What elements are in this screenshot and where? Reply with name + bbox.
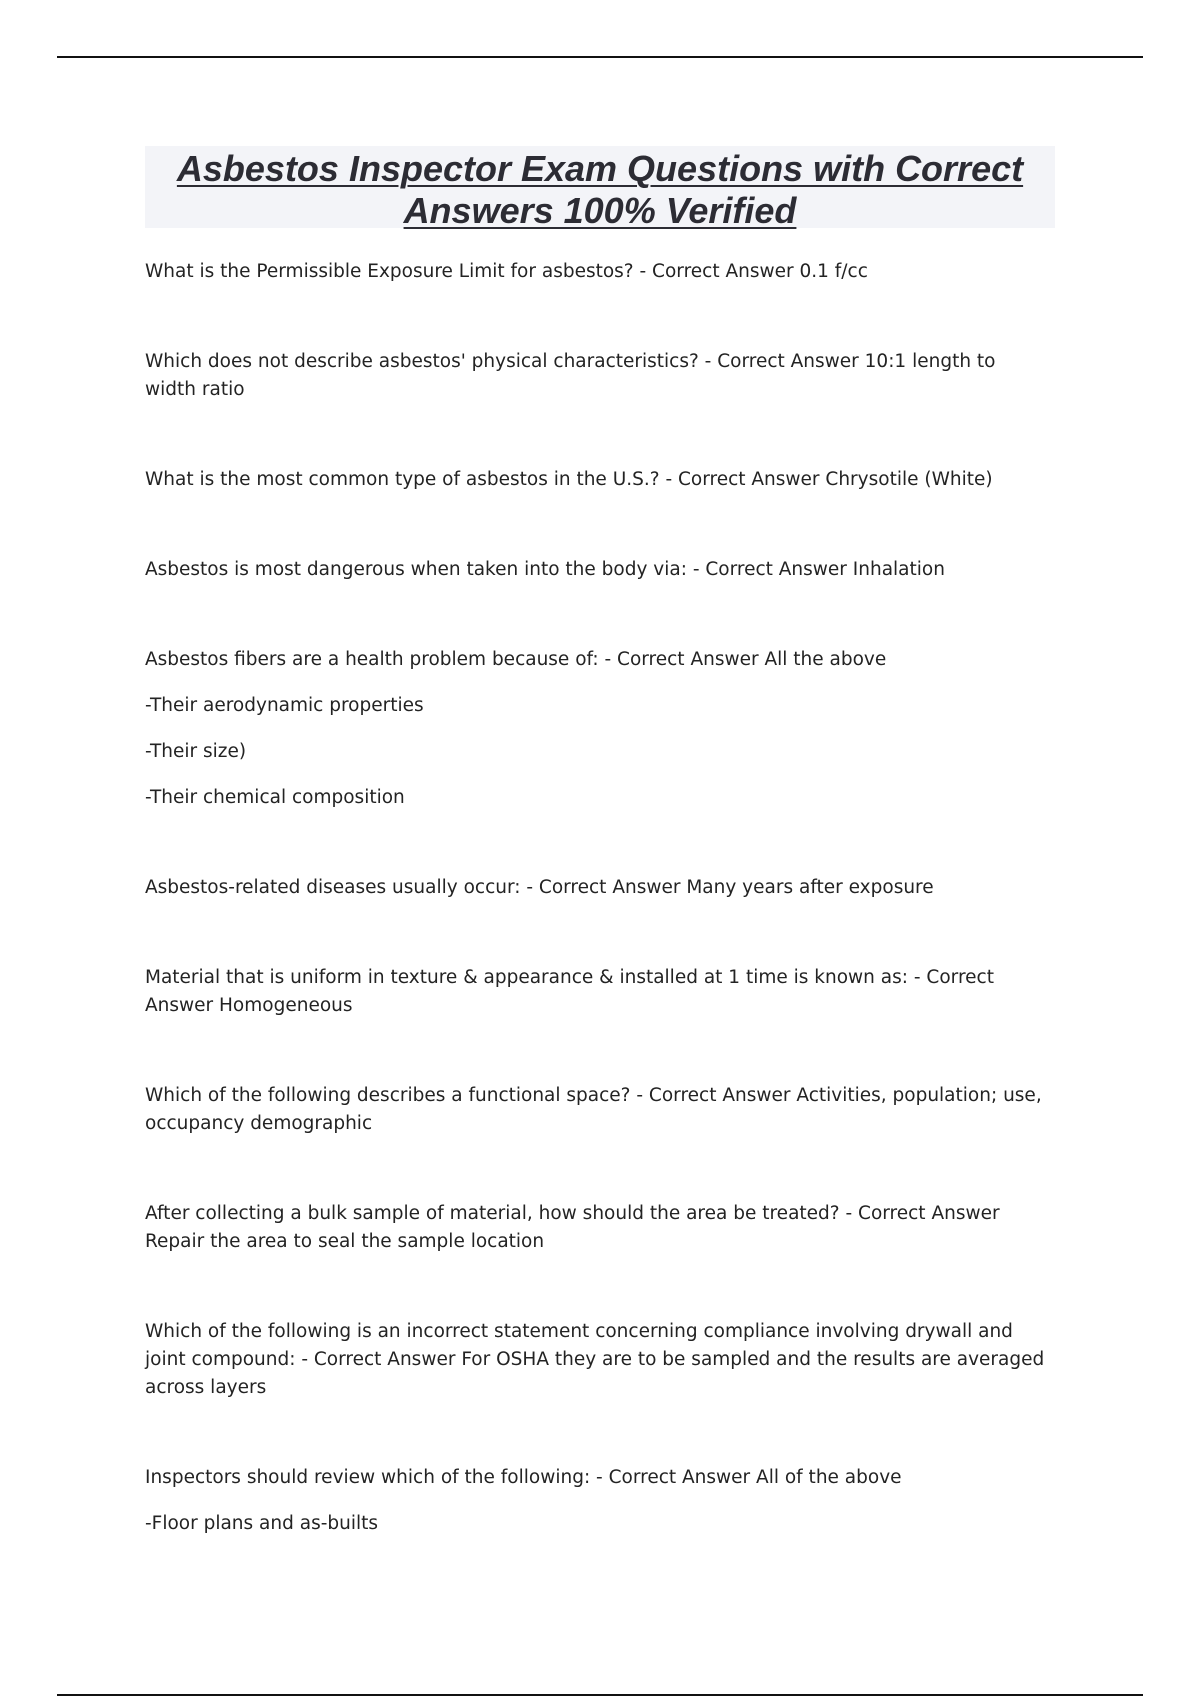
qa-item: Which of the following is an incorrect statement concerning compliance involving drywall and joint compound: - Correct Answer For OSHA they are to be sampled and the results are averaged across layers: [145, 1321, 1045, 1398]
top-rule: [57, 56, 1143, 58]
qa-item: Which does not describe asbestos' physical characteristics? - Correct Answer 10:1 length to width ratio: [145, 351, 996, 400]
qa-subitem: -Their aerodynamic properties: [145, 695, 424, 716]
qa-item: After collecting a bulk sample of material, how should the area be treated? - Correct Answer Repair the area to seal the sample location: [145, 1203, 1000, 1252]
qa-subitem: -Floor plans and as-builts: [145, 1513, 379, 1534]
qa-item: What is the most common type of asbestos in the U.S.? - Correct Answer Chrysotile (White): [145, 469, 993, 490]
qa-item: Asbestos is most dangerous when taken into the body via: - Correct Answer Inhalation: [145, 559, 945, 580]
qa-item: What is the Permissible Exposure Limit for asbestos? - Correct Answer 0.1 f/cc: [145, 261, 868, 282]
page-title: Asbestos Inspector Exam Questions with Correct Answers 100% Verified: [176, 148, 1024, 231]
qa-item: Asbestos fibers are a health problem because of: - Correct Answer All the above: [145, 649, 887, 670]
qa-item: Material that is uniform in texture & appearance & installed at 1 time is known as: - Correct Answer Homogeneous: [145, 967, 994, 1016]
qa-list: [145, 258, 1050, 1538]
qa-subitem: -Their chemical composition: [145, 787, 405, 808]
qa-subitem: -Their size): [145, 741, 247, 762]
bottom-rule: [57, 1694, 1143, 1696]
qa-item: Inspectors should review which of the following: - Correct Answer All of the above: [145, 1467, 902, 1488]
qa-item: Which of the following describes a functional space? - Correct Answer Activities, population; use, occupancy demographic: [145, 1085, 1042, 1134]
title-banner: [145, 146, 1055, 231]
qa-item: Asbestos-related diseases usually occur: - Correct Answer Many years after exposure: [145, 877, 934, 898]
